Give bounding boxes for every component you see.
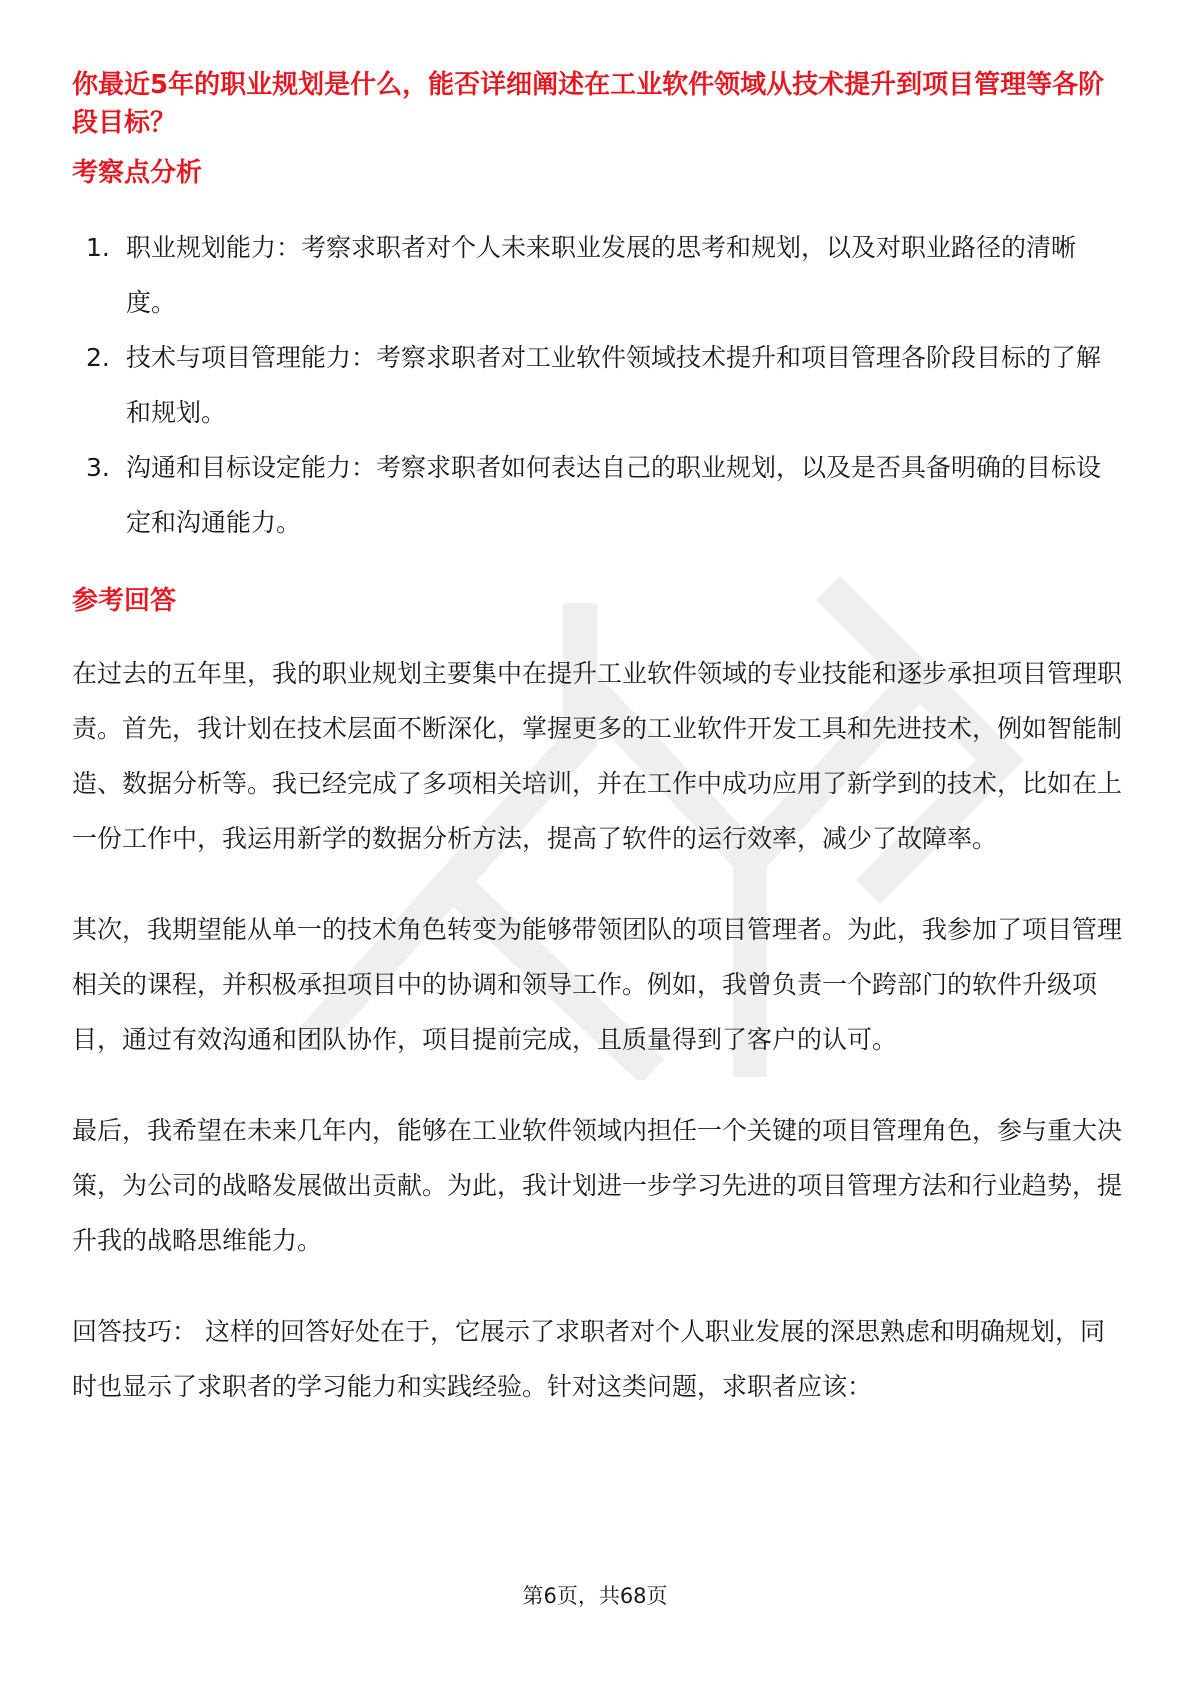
answer-paragraph: 最后，我希望在未来几年内，能够在工业软件领域内担任一个关键的项目管理角色，参与重大决策，为公司的战略发展做出贡献。为此，我计划进一步学习先进的项目管理方法和行业趋势，提升我的战略思维能力。 (72, 1116, 1123, 1255)
analysis-list (72, 220, 1122, 550)
page-number-footer: 第6页，共68页 (522, 1584, 668, 1608)
list-item-number: 3. (86, 453, 110, 482)
list-item (72, 330, 1122, 440)
answer-heading: 参考回答 (72, 586, 177, 616)
question-title: 你最近5年的职业规划是什么，能否详细阐述在工业软件领域从技术提升到项目管理等各阶段目标？ (72, 70, 1105, 138)
answer-tip-paragraph: 回答技巧： 这样的回答好处在于，它展示了求职者对个人职业发展的深思熟虑和明确规划，同时也显示了求职者的学习能力和实践经验。针对这类问题，求职者应该： (72, 1317, 1105, 1401)
answer-paragraph: 其次，我期望能从单一的技术角色转变为能够带领团队的项目管理者。为此，我参加了项目管理相关的课程，并积极承担项目中的协调和领导工作。例如，我曾负责一个跨部门的软件升级项目，通过有效沟通和团队协作，项目提前完成，且质量得到了客户的认可。 (72, 915, 1123, 1054)
list-item (72, 440, 1122, 550)
list-item-text: 技术与项目管理能力：考察求职者对工业软件领域技术提升和项目管理各阶段目标的了解和规划。 (126, 343, 1102, 427)
list-item (72, 220, 1122, 330)
document-page (72, 56, 1122, 1414)
analysis-heading: 考察点分析 (72, 158, 203, 188)
answer-paragraph: 在过去的五年里，我的职业规划主要集中在提升工业软件领域的专业技能和逐步承担项目管理职责。首先，我计划在技术层面不断深化，掌握更多的工业软件开发工具和先进技术，例如智能制造、数据分析等。我已经完成了多项相关培训，并在工作中成功应用了新学到的技术，比如在上一份工作中，我运用新学的数据分析方法，提高了软件的运行效率，减少了故障率。 (72, 659, 1123, 853)
list-item-number: 2. (86, 343, 110, 372)
list-item-text: 沟通和目标设定能力：考察求职者如何表达自己的职业规划，以及是否具备明确的目标设定和沟通能力。 (126, 453, 1102, 537)
list-item-text: 职业规划能力：考察求职者对个人未来职业发展的思考和规划，以及对职业路径的清晰度。 (126, 233, 1077, 317)
list-item-number: 1. (86, 233, 110, 262)
